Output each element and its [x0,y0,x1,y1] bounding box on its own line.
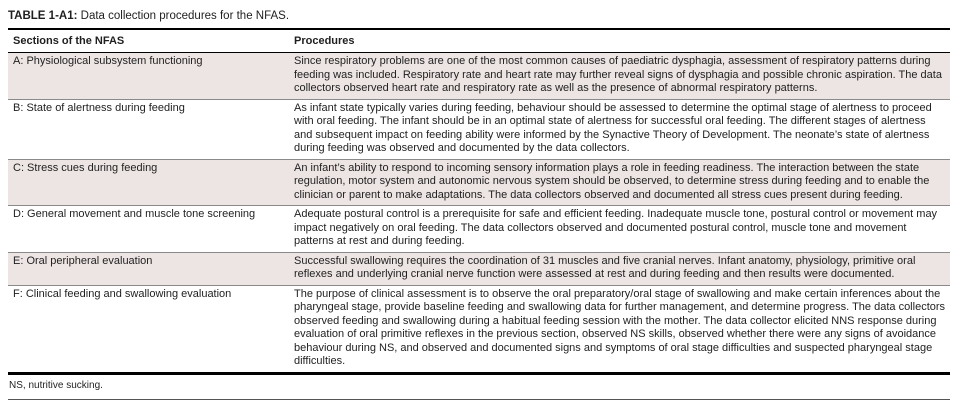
section-cell: C: Stress cues during feeding [8,159,289,206]
data-table [8,28,950,375]
table-footnote: NS, nutritive sucking. [8,375,950,400]
section-cell: A: Physiological subsystem functioning [13,55,203,67]
section-cell: E: Oral peripheral evaluation [8,252,289,285]
column-header-sections: Sections of the NFAS [8,29,289,53]
column-header-procedures: Procedures [289,29,950,53]
header-row [8,29,950,53]
procedure-cell: An infant’s ability to respond to incoming sensory information plays a role in feeding readiness. The interaction between the state regulation, motor system and autonomic nervous system should be observed, to determine stress during feeding and to enable the clinician or parent to make adaptations. The data collectors observed and documented all stress cues present during feeding. [289,159,950,206]
table-caption: Data collection procedures for the NFAS. [77,10,290,22]
procedure-cell: The purpose of clinical assessment is to observe the oral preparatory/oral stage of swallowing and make certain inferences about the pharyngeal stage, provide baseline feeding and swallowing data for further management, and determine progress. The data collectors observed feeding and swallowing during a habitual feeding session with the mother. The data collector elicited NNS response during evaluation of oral primitive reflexes in the previous section, observed NS skills, observed whether there were any signs of avoidance behaviour during NS, and observed and documented signs and symptoms of oral stage difficulties and suspected pharyngeal stage difficulties. [289,285,950,373]
section-cell: F: Clinical feeding and swallowing evaluation [8,285,289,373]
table-row-e [8,252,950,285]
table-title [8,9,950,23]
table-row-f [8,285,950,373]
table-row-a [8,53,950,100]
section-cell: B: State of alertness during feeding [8,99,289,159]
procedure-cell: Adequate postural control is a prerequisite for safe and efficient feeding. Inadequate muscle tone, postural control or movement may impact negatively on oral feeding. The data collectors observed and documented postural control, muscle tone and movement patterns at rest and during feeding. [289,206,950,253]
table-row-c [8,159,950,206]
procedure-cell: Since respiratory problems are one of the most common causes of paediatric dysphagia, assessment of respiratory patterns during feeding was included. Respiratory rate and heart rate may further reveal signs of dysphagia and possible chronic aspiration. The data collectors observed heart rate and respiratory rate as well as the presence of abnormal respiratory patterns. [294,55,942,94]
section-cell: D: General movement and muscle tone screening [8,206,289,253]
table-number: TABLE 1-A1: [8,10,78,22]
procedure-cell: Successful swallowing requires the coordination of 31 muscles and five cranial nerves. Infant anatomy, physiology, primitive oral reflexes and underlying cranial nerve function were assessed at rest and during feeding and then results were documented. [289,252,950,285]
procedure-cell: As infant state typically varies during feeding, behaviour should be assessed to determine the optimal stage of alertness to proceed with oral feeding. The infant should be in an optimal state of alertness for successful oral feeding. The different stages of alertness and subsequent impact on feeding ability were informed by the Synactive Theory of Development. The neonate’s state of alertness during feeding was observed and documented by the data collectors. [289,99,950,159]
table-row-b [8,99,950,159]
table-row-d [8,206,950,253]
